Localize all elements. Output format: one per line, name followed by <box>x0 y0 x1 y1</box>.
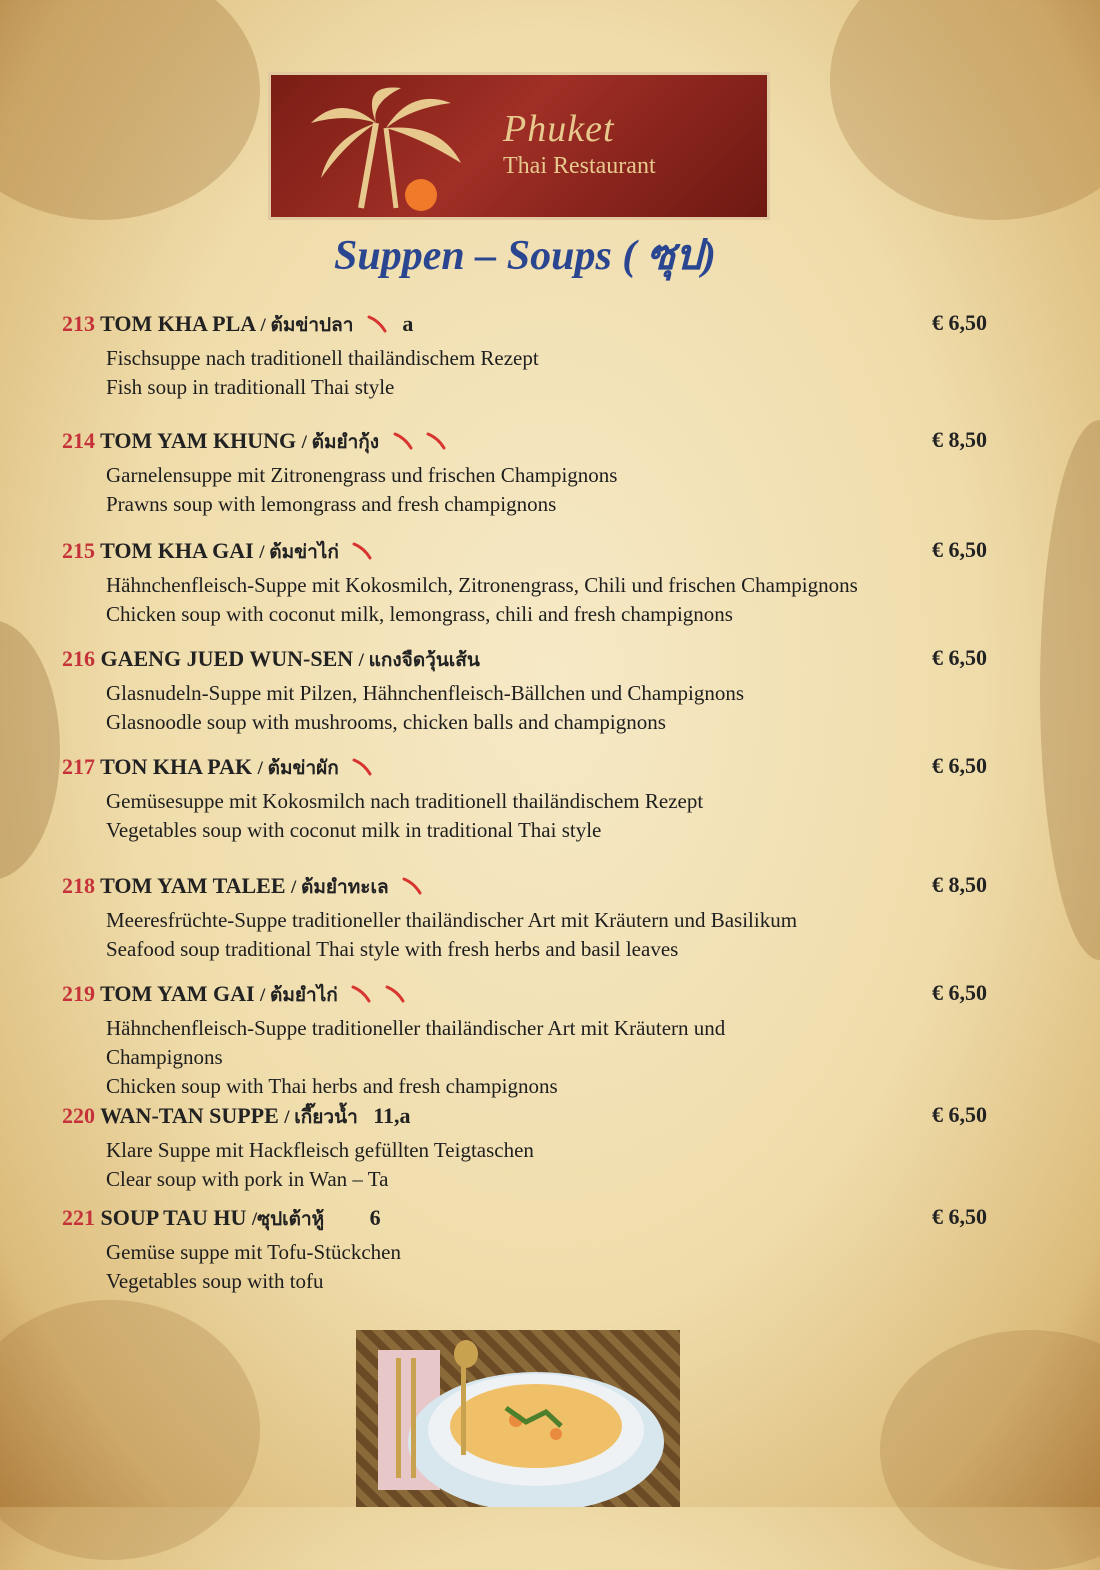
menu-item <box>62 310 987 402</box>
item-desc-de: Fischsuppe nach traditionell thailändischem Rezept <box>106 346 539 370</box>
item-desc-de: Gemüsesuppe mit Kokosmilch nach traditionell thailändischem Rezept <box>106 789 704 813</box>
item-number: 214 <box>62 428 95 453</box>
menu-item <box>62 427 987 519</box>
item-price: € 8,50 <box>932 427 987 452</box>
chili-icon <box>385 983 405 1009</box>
item-desc-en: Seafood soup traditional Thai style with fresh herbs and basil leaves <box>106 937 679 961</box>
item-thai-name: / ต้มยำไก่ <box>260 985 338 1006</box>
logo-subtitle: Thai Restaurant <box>503 153 656 179</box>
logo-name: Phuket <box>503 108 615 150</box>
item-name: TOM KHA GAI <box>100 538 254 563</box>
menu-item <box>62 645 987 737</box>
item-number: 220 <box>62 1103 95 1128</box>
menu-item <box>62 1102 987 1194</box>
menu-item <box>62 537 987 629</box>
item-thai-name: / เกี๊ยวน้ำ <box>284 1107 358 1128</box>
item-number: 213 <box>62 311 95 336</box>
item-name: TOM YAM TALEE <box>100 873 286 898</box>
item-number: 219 <box>62 981 95 1006</box>
item-thai-name: /ซุปเต้าหู้ <box>251 1209 325 1230</box>
item-price: € 6,50 <box>932 310 987 335</box>
item-name: WAN-TAN SUPPE <box>100 1103 279 1128</box>
item-thai-name: / ต้มข่าปลา <box>260 315 354 336</box>
item-price: € 8,50 <box>932 872 987 897</box>
item-desc-en: Prawns soup with lemongrass and fresh champignons <box>106 492 557 516</box>
item-thai-name: / แกงจืดวุ้นเส้น <box>358 650 480 671</box>
item-desc-de: Garnelensuppe mit Zitronengrass und frischen Champignons <box>106 463 618 487</box>
item-name: TOM KHA PLA <box>100 311 255 336</box>
item-desc-en: Chicken soup with coconut milk, lemongrass, chili and fresh champignons <box>106 602 733 626</box>
item-name: TON KHA PAK <box>100 754 253 779</box>
item-name: TOM YAM KHUNG <box>100 428 297 453</box>
soup-photo <box>356 1330 680 1507</box>
chili-icon <box>367 313 387 339</box>
item-thai-name: / ต้มยำกุ้ง <box>301 432 380 453</box>
chili-icon <box>426 430 446 456</box>
item-number: 217 <box>62 754 95 779</box>
item-price: € 6,50 <box>932 753 987 778</box>
item-price: € 6,50 <box>932 1102 987 1127</box>
palm-tree-icon <box>301 83 501 213</box>
item-desc-de: Gemüse suppe mit Tofu-Stückchen <box>106 1240 402 1264</box>
item-desc-en: Fish soup in traditionall Thai style <box>106 375 395 399</box>
item-desc-de: Glasnudeln-Suppe mit Pilzen, Hähnchenfleisch-Bällchen und Champignons <box>106 681 745 705</box>
menu-item <box>62 753 987 845</box>
restaurant-logo <box>268 72 770 220</box>
item-number: 215 <box>62 538 95 563</box>
item-desc-en: Vegetables soup with tofu <box>106 1269 324 1293</box>
item-number: 221 <box>62 1205 95 1230</box>
chili-icon <box>352 540 372 566</box>
page-title: Suppen – Soups ( ซุป) <box>334 233 716 279</box>
item-price: € 6,50 <box>932 645 987 670</box>
item-allergen-note: 11,a <box>373 1103 411 1128</box>
item-desc-de: Hähnchenfleisch-Suppe mit Kokosmilch, Zitronengrass, Chili und frischen Champignons <box>106 573 858 597</box>
menu-item <box>62 1204 987 1296</box>
stain <box>1040 420 1100 960</box>
item-desc-en: Chicken soup with Thai herbs and fresh champignons <box>106 1074 558 1098</box>
stain <box>0 1300 260 1560</box>
item-desc-de: Meeresfrüchte-Suppe traditioneller thailändischer Art mit Kräutern und Basilikum <box>106 908 798 932</box>
item-price: € 6,50 <box>932 1204 987 1229</box>
item-desc-en: Vegetables soup with coconut milk in traditional Thai style <box>106 818 602 842</box>
stain <box>830 0 1100 220</box>
stain <box>0 620 60 880</box>
menu-item <box>62 872 987 964</box>
item-price: € 6,50 <box>932 537 987 562</box>
item-number: 218 <box>62 873 95 898</box>
item-thai-name: / ต้มข่าผัก <box>257 758 339 779</box>
chili-icon <box>352 756 372 782</box>
item-name: TOM YAM GAI <box>100 981 255 1006</box>
chili-icon <box>393 430 413 456</box>
item-allergen-note: a <box>402 311 414 336</box>
chili-icon <box>402 875 422 901</box>
menu-item <box>62 980 987 1101</box>
item-desc-de: Klare Suppe mit Hackfleisch gefüllten Teigtaschen <box>106 1138 534 1162</box>
item-desc-en: Glasnoodle soup with mushrooms, chicken balls and champignons <box>106 710 666 734</box>
item-desc-en: Clear soup with pork in Wan – Ta <box>106 1167 389 1191</box>
stain <box>0 0 260 220</box>
item-price: € 6,50 <box>932 980 987 1005</box>
item-thai-name: / ต้มข่าไก่ <box>259 542 339 563</box>
item-number: 216 <box>62 646 95 671</box>
item-allergen-note: 6 <box>369 1205 381 1230</box>
stain <box>880 1330 1100 1570</box>
item-name: GAENG JUED WUN-SEN <box>100 646 354 671</box>
item-thai-name: / ต้มยำทะเล <box>291 877 389 898</box>
item-name: SOUP TAU HU <box>100 1205 247 1230</box>
item-desc-de: Hähnchenfleisch-Suppe traditioneller thailändischer Art mit Kräutern und Champignons <box>106 1016 726 1069</box>
chili-icon <box>351 983 371 1009</box>
